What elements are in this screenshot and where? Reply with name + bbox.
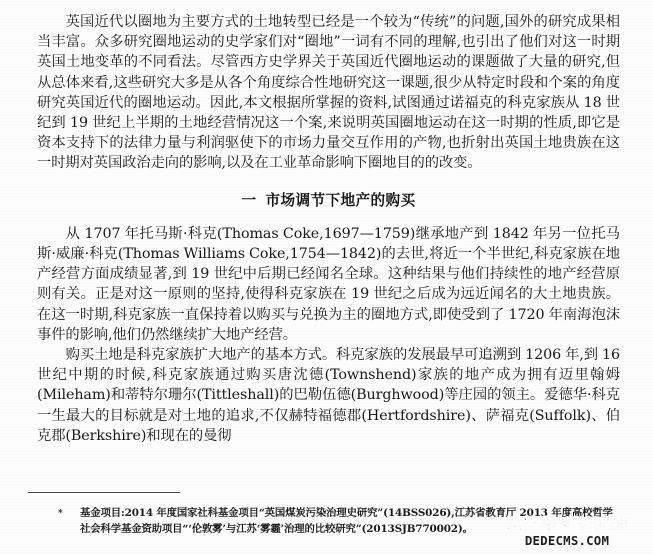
body-paragraph-1: 英国近代以圈地为主要方式的土地转型已经是一个较为“传统”的问题,国外的研究成果相当丰富。众多研究圈地运动的史学家们对“圈地”一词有不同的理解,也引出了他们对这一时期英国土地变革的不同看法。尽管西方史学界关于英国近代圈地运动的课题做了大量的研究,但从总体来看,这些研究大多是从各个角度综合性地研究这一课题,很少从特定时段和个案的角度研究英国近代的圈地运动。因此,本文根据所掌握的资料,试图通过诺福克的科克家族从 18 世纪到 19 世纪上半期的土地经营情况这一个案,来说明英国圈地运动在这一时期的性质,即它是资本支持下的法律力量与利润驱使下的市场力量交互作用的产物,也折射出英国土地贵族在这一时期对英国政治走向的影响,以及在工业革命影响下圈地目的的改变。 bbox=[37, 14, 620, 172]
body-paragraph-3: 购买土地是科克家族扩大地产的基本方式。科克家族的发展最早可追溯到 1206 年,到 16 世纪中期的时候,科克家族通过购买唐沈德(Townshend)家族的地产成为拥有迈里翰姆(Mileham)和蒂特尔珊尔(Tittleshall)的巴勒伍德(Burghwood)等庄园的领主。爱德华·科克一生最大的目标就是对土地的追求,不仅赫特福德郡(Hertfordshire)、萨福克(Suffolk)、伯克郡(Berkshire)和现在的曼彻 bbox=[37, 347, 620, 444]
footnote-marker: * bbox=[58, 509, 63, 519]
footnote-block bbox=[55, 506, 615, 537]
section-heading-title: 市场调节下地产的购买 bbox=[265, 191, 416, 209]
page-body bbox=[37, 12, 620, 446]
footnote-separator-rule bbox=[28, 492, 180, 493]
footnote-row bbox=[55, 506, 615, 537]
watermark-chinese-text: 织梦内容管理系统 bbox=[506, 515, 628, 533]
watermark-latin-text: DEDECMS.COM bbox=[524, 533, 610, 548]
section-heading bbox=[37, 191, 620, 211]
footnote-text: 基金项目:2014 年度国家社科基金项目“英国煤炭污染治理史研究”(14BSS026),江苏省教育厅 2013 年度高校哲学社会科学基金资助项目“‘伦敦雾’与江苏‘雾霾’治理的比较研究”(2013SJB770002)。 bbox=[80, 507, 613, 535]
section-heading-number: 一 bbox=[241, 191, 257, 209]
body-paragraph-2: 从 1707 年托马斯·科克(Thomas Coke,1697—1759)继承地产到 1842 年另一位托马斯·威廉·科克(Thomas Williams Coke,1754—1842)的去世,将近一个半世纪,科克家族在地产经营方面成绩显著,到 19 世纪中后期已经闻名全球。这种结果与他们持续性的地产经营原则有关。正是对这一原则的坚持,使得科克家族在 19 世纪之后成为远近闻名的大土地贵族。在这一时期,科克家族一直保持着以购买与兑换为主的圈地方式,即使受到了 1720 年南海泡沫事件的影响,他们仍然继续扩大地产经营。 bbox=[37, 225, 620, 343]
